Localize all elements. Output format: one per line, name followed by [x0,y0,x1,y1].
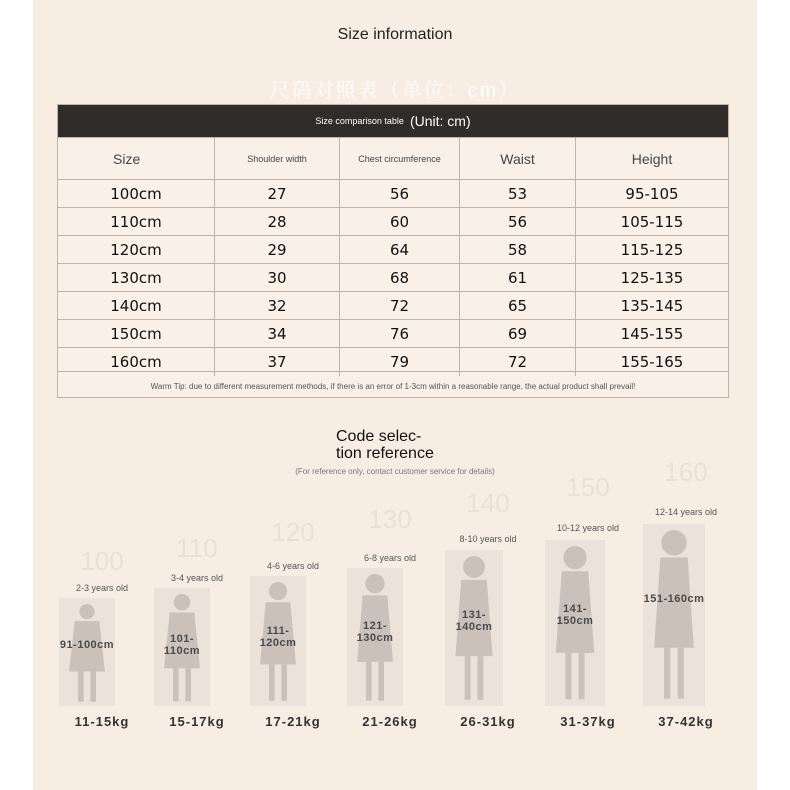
age-label: 10-12 years old [556,523,620,533]
table-cell: 150cm [58,320,215,348]
table-cell: 130cm [58,264,215,292]
weight-label: 37-42kg [658,714,714,729]
table-cell: 65 [460,292,576,320]
table-cell: 140cm [58,292,215,320]
table-cell: 64 [340,236,460,264]
table-cell: 37 [215,348,340,376]
height-range: 91-100cm [59,639,115,652]
table-cell: 29 [215,236,340,264]
table-cell: 53 [460,180,576,208]
table-cell: 160cm [58,348,215,376]
child-silhouette-icon [643,524,705,706]
weight-label: 26-31kg [460,714,516,729]
table-cell: 79 [340,348,460,376]
age-label: 4-6 years old [266,561,320,571]
header-size: Size [58,138,215,180]
height-range: 151-160cm [643,593,705,606]
child-figure [59,598,115,706]
child-figure [347,568,403,706]
table-cell: 32 [215,292,340,320]
child-figure [250,576,306,706]
age-label: 6-8 years old [363,553,417,563]
table-cell: 155-165 [620,353,684,371]
table-cell: 76 [340,320,460,348]
size-number: 150 [566,472,610,502]
table-cell: 60 [340,208,460,236]
table-cell: 135-145 [620,297,684,315]
table-cell: 27 [215,180,340,208]
height-range: 111-120cm [259,625,297,650]
age-label: 8-10 years old [459,534,517,544]
table-row [58,207,728,236]
table-row [58,291,728,320]
table-cell: 56 [460,208,576,236]
header-chest: Chest circumference [340,138,460,180]
table-cell: 100cm [58,180,215,208]
table-banner [58,105,728,137]
table-cell: 28 [215,208,340,236]
table-cell: 68 [340,264,460,292]
table-cell: 95-105 [625,185,679,203]
child-silhouette-icon [59,598,115,706]
weight-label: 17-21kg [265,714,321,729]
size-number: 120 [271,517,315,547]
header-waist: Waist [460,138,576,180]
size-table [57,104,729,398]
table-row [58,319,728,348]
child-figure [643,524,705,706]
size-number: 130 [368,504,412,534]
height-range: 131-140cm [455,609,493,634]
table-cell: 58 [460,236,576,264]
age-label: 12-14 years old [654,507,718,517]
banner-small-text: Size comparison table [315,116,404,126]
size-number: 100 [80,546,124,576]
size-number: 110 [176,533,218,563]
code-subtitle: (For reference only, contact customer service for details) [295,467,495,476]
table-cell: 125-135 [620,269,684,287]
header-shoulder: Shoulder width [215,138,340,180]
height-range: 141-150cm [556,603,594,628]
table-cell: 120cm [58,236,215,264]
table-cell: 72 [340,292,460,320]
height-range: 121-130cm [356,620,394,645]
table-cell: 110cm [58,208,215,236]
code-title-line1: Code selec- [336,428,422,445]
code-section-title [336,428,434,462]
page-title: Size information [337,26,453,43]
child-figure [545,540,605,706]
age-label: 2-3 years old [75,583,129,593]
table-cell: 61 [460,264,576,292]
code-title-line2: tion reference [336,445,434,462]
warm-tip: Warm Tip: due to different measurement methods, if there is an error of 1-3cm within a reasonable range, the actual product shall prevail! [58,371,728,400]
age-label: 3-4 years old [170,573,224,583]
table-cell: 34 [215,320,340,348]
child-figure [154,588,210,706]
table-row [58,179,728,208]
table-row [58,263,728,292]
size-number: 160 [664,457,708,487]
weight-label: 11-15kg [74,714,130,729]
ghost-title: 尺码对照表（单位：cm） [269,80,521,102]
table-cell: 72 [460,348,576,376]
table-cell: 145-155 [620,325,684,343]
table-header-row [58,137,728,180]
banner-unit-text: (Unit: cm) [409,113,471,129]
header-height: Height [631,151,673,167]
table-cell: 115-125 [620,241,684,259]
table-cell: 30 [215,264,340,292]
weight-label: 31-37kg [560,714,616,729]
table-cell: 105-115 [620,213,684,231]
child-figure [445,550,503,706]
height-range: 101-110cm [163,632,201,657]
table-cell: 56 [340,180,460,208]
weight-label: 21-26kg [362,714,418,729]
size-number: 140 [466,488,510,518]
table-cell: 69 [460,320,576,348]
weight-label: 15-17kg [169,714,225,729]
table-row [58,235,728,264]
